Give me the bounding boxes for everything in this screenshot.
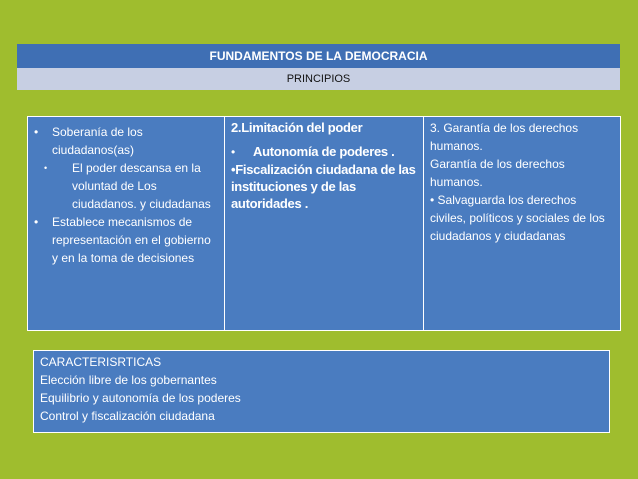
principle-3-line-3: • Salvaguarda los derechos civiles, políticos y sociales de los ciudadanos y ciudadanas (430, 193, 605, 243)
principle-1-sub-1: El poder descansa en la voluntad de Los ciudadanos. y ciudadanas (72, 161, 211, 211)
principle-column-1 (28, 117, 225, 330)
main-title: FUNDAMENTOS DE LA DEMOCRACIA (209, 49, 428, 63)
principles-table (27, 116, 621, 331)
main-title-bar (17, 44, 620, 68)
principle-2-title: 2.Limitación del poder (231, 120, 363, 135)
principle-1-item-1: Soberanía de los ciudadanos(as) (52, 125, 143, 157)
sub-bullet-icon: • (44, 163, 48, 173)
characteristics-box (33, 350, 610, 433)
principle-column-3 (424, 117, 620, 330)
principles-bar (17, 68, 620, 90)
principle-3-title: 3. Garantía de los derechos humanos. (430, 121, 579, 153)
principle-2-item-1: Autonomía de poderes . (253, 144, 395, 159)
characteristic-item: Equilibrio y autonomía de los poderes (40, 391, 241, 405)
principle-1-item-2: Establece mecanismos de representación en el gobierno y en la toma de decisiones (52, 215, 211, 265)
principles-title: PRINCIPIOS (286, 73, 351, 85)
principle-column-2 (225, 117, 424, 330)
characteristic-item: Control y fiscalización ciudadana (40, 409, 215, 423)
characteristics-title: CARACTERISRTICAS (40, 355, 162, 369)
principle-3-line-2: Garantía de los derechos humanos. (430, 157, 565, 189)
bullet-icon: • (34, 215, 39, 229)
bullet-icon: • (231, 145, 236, 159)
bullet-icon: • (34, 125, 39, 139)
characteristic-item: Elección libre de los gobernantes (40, 373, 217, 387)
principle-2-item-2: •Fiscalización ciudadana de las instituciones y de las autoridades . (231, 162, 416, 211)
